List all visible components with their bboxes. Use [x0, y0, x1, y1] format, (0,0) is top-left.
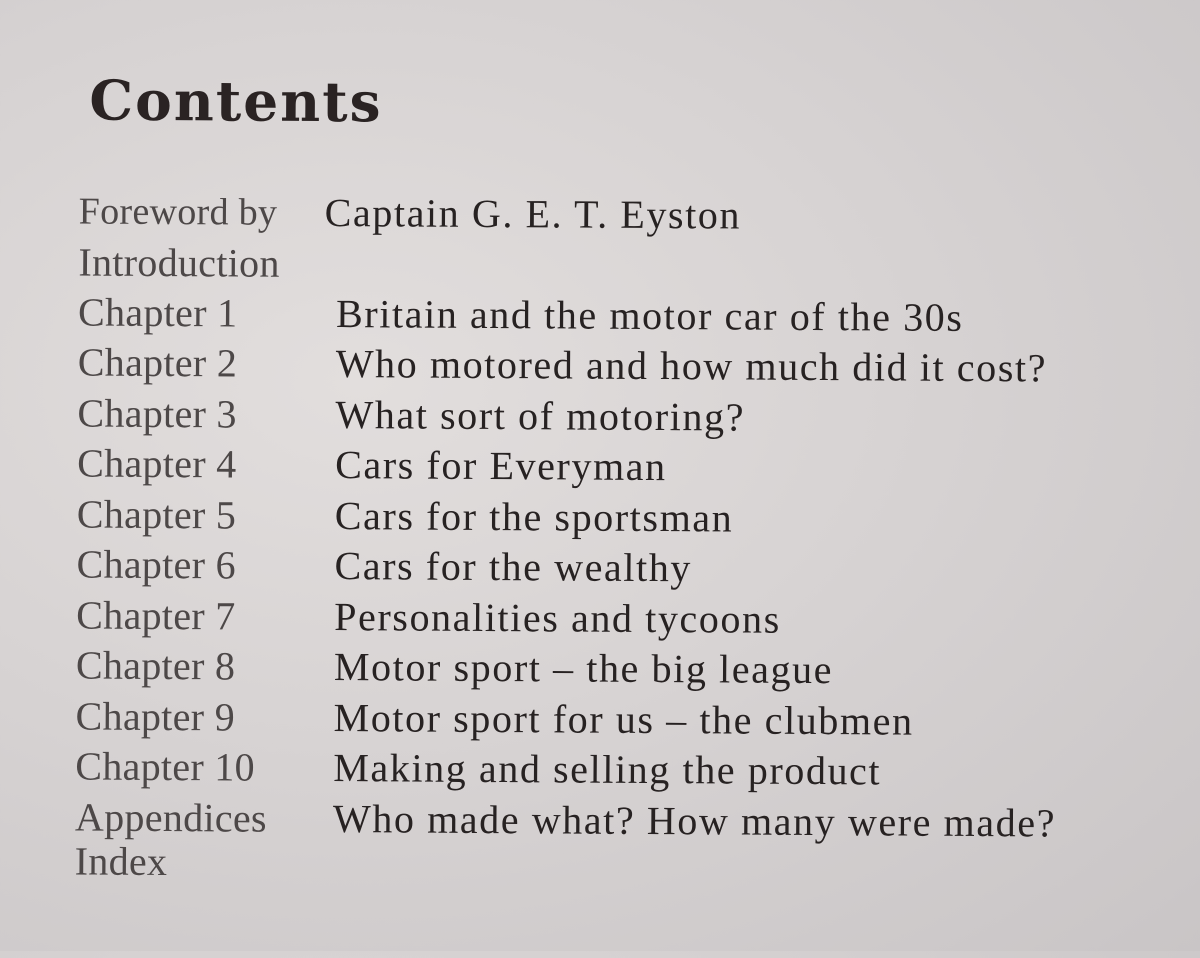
- toc-entry-title: Who made what? How many were made?: [333, 794, 1056, 848]
- toc-entry-label: Chapter 7: [76, 590, 236, 641]
- page-title: Contents: [89, 73, 383, 130]
- toc-entry-label: Chapter 5: [77, 489, 237, 540]
- toc-entry-label: Chapter 2: [78, 337, 238, 388]
- toc-entry-label: Introduction: [78, 237, 280, 288]
- toc-entry-label: Chapter 4: [77, 438, 237, 489]
- toc-entry-label: Appendices: [75, 792, 267, 843]
- toc-entry-label: Chapter 10: [75, 741, 255, 792]
- toc-entry-title: Motor sport – the big league: [334, 642, 833, 695]
- toc-entry-title: What sort of motoring?: [335, 390, 745, 443]
- toc-entry-label: Chapter 3: [77, 388, 237, 439]
- toc-entry-title: Captain G. E. T. Eyston: [325, 188, 742, 241]
- toc-entry-label: Chapter 1: [78, 287, 238, 338]
- toc-entry-label: Chapter 8: [76, 640, 236, 691]
- toc-entry-label: Chapter 6: [76, 539, 236, 590]
- toc-entry-label: Foreword by: [79, 186, 278, 237]
- toc-entry-label: Chapter 9: [75, 691, 235, 742]
- toc-entry-title: Who motored and how much did it cost?: [336, 339, 1048, 393]
- toc-entry-title: Cars for the sportsman: [335, 491, 734, 543]
- toc-entry-title: Cars for Everyman: [335, 440, 667, 492]
- toc-entry-title: Making and selling the product: [333, 743, 881, 796]
- toc-entry-label: Index: [75, 836, 168, 887]
- toc-entry-title: Personalities and tycoons: [334, 592, 781, 645]
- toc-entry-title: Motor sport for us – the clubmen: [333, 693, 913, 747]
- toc-entry-title: Britain and the motor car of the 30s: [336, 289, 964, 343]
- toc-entry-title: Cars for the wealthy: [334, 541, 692, 593]
